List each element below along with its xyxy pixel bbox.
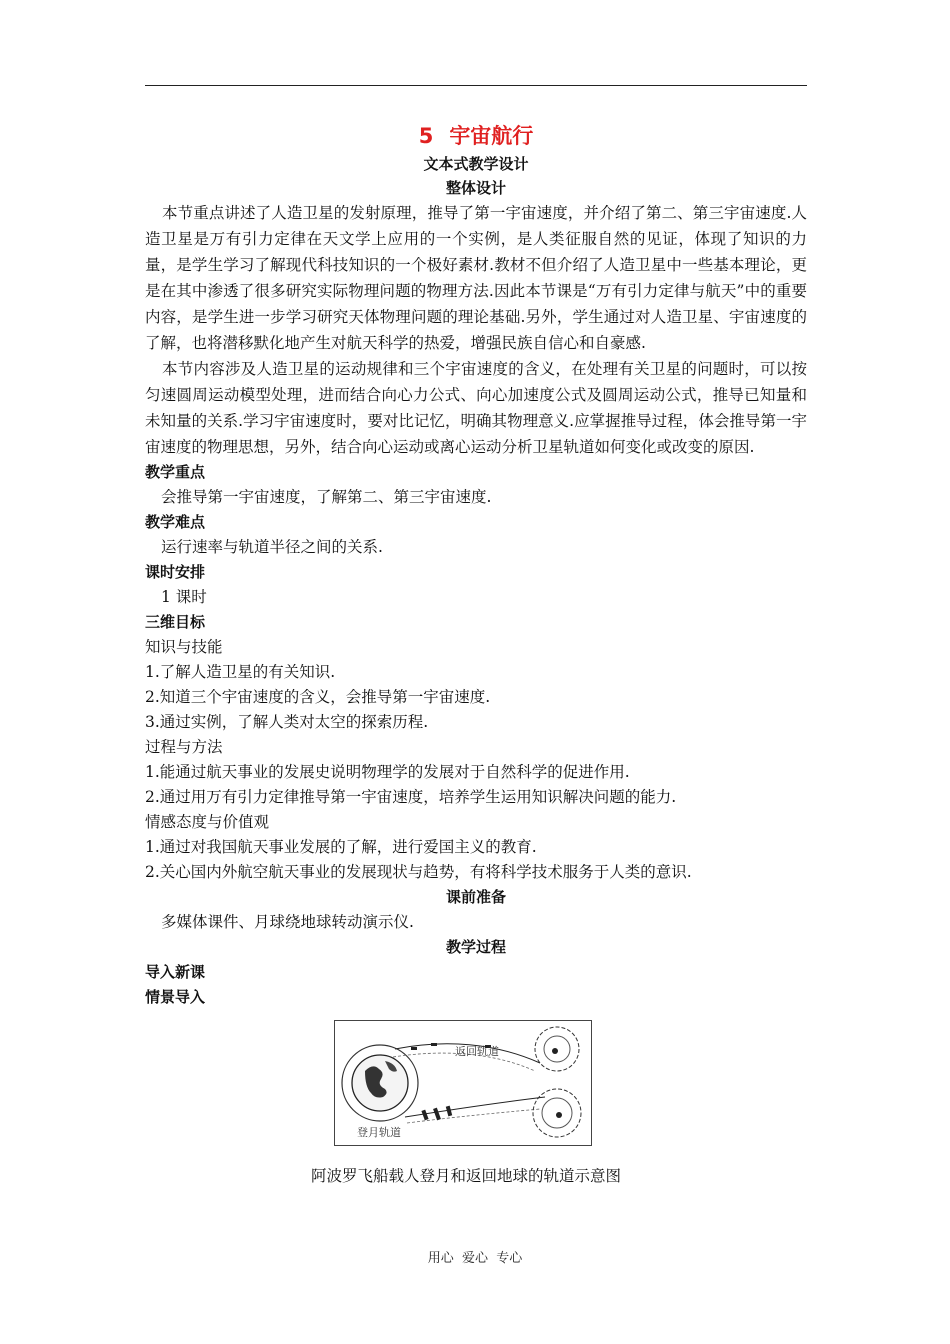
preparation-heading: 课前准备 — [445, 888, 506, 906]
goals-knowledge-item: 2.知道三个宇宙速度的含义，会推导第一宇宙速度. — [145, 688, 491, 706]
goals-emotion-item: 1.通过对我国航天事业发展的了解，进行爱国主义的教育. — [145, 838, 537, 856]
schedule-heading: 课时安排 — [145, 563, 206, 581]
difficulties-text: 运行速率与轨道半径之间的关系. — [161, 538, 383, 556]
key-points-text: 会推导第一宇宙速度，了解第二、第三宇宙速度. — [161, 488, 492, 506]
paragraph-2: 本节内容涉及人造卫星的运动规律和三个宇宙速度的含义，在处理有关卫星的问题时，可以按匀速圆周运动模型处理，进而结合向心力公式、向心加速度公式及圆周运动公式，推导已知量和未知量的关系.学习宇宙速度时，要对比记忆，明确其物理意义.应掌握推导过程，体会推导第一宇宙速度的物理思想，另外，结合向心运动或离心运动分析卫星轨道如何变化或改变的原因. — [145, 360, 807, 456]
lesson-title-text: 宇宙航行 — [449, 124, 534, 148]
paragraph-1: 本节重点讲述了人造卫星的发射原理，推导了第一宇宙速度，并介绍了第二、第三宇宙速度.人造卫星是万有引力定律在天文学上应用的一个实例，是人类征服自然的见证，体现了知识的力量，是学生学习了解现代科技知识的一个极好素材.教材不但介绍了人造卫星中一些基本理论，更是在其中渗透了很多研究实际物理问题的物理方法.因此本节课是“万有引力定律与航天”中的重要内容，是学生进一步学习研究天体物理问题的理论基础.另外，学生通过对人造卫星、宇宙速度的了解，也将潜移默化地产生对航天科学的热爱，增强民族自信心和自豪感. — [145, 204, 807, 352]
apollo-orbit-diagram — [335, 1021, 591, 1145]
goals-emotion-title: 情感态度与价值观 — [145, 813, 270, 831]
return-orbit-label: 返回轨道 — [455, 1045, 499, 1058]
goals-knowledge-item: 1.了解人造卫星的有关知识. — [145, 663, 336, 681]
goals-process-item: 1.能通过航天事业的发展史说明物理学的发展对于自然科学的促进作用. — [145, 763, 630, 781]
scene-heading: 情景导入 — [145, 988, 206, 1006]
goals-process-item: 2.通过用万有引力定律推导第一宇宙速度，培养学生运用知识解决问题的能力. — [145, 788, 677, 806]
lesson-number: 5 — [418, 124, 434, 148]
page-footer: 用心 爱心 专心 — [427, 1251, 523, 1266]
lesson-title — [145, 120, 807, 152]
subtitle: 文本式教学设计 — [423, 155, 529, 173]
key-points-heading: 教学重点 — [145, 463, 206, 481]
schedule-text: 1 课时 — [161, 588, 207, 606]
section-overall-heading: 整体设计 — [445, 179, 506, 197]
earth-icon — [352, 1055, 408, 1111]
goals-knowledge-item: 3.通过实例，了解人类对太空的探索历程. — [145, 713, 429, 731]
header-rule — [145, 85, 807, 86]
landing-orbit-label: 登月轨道 — [357, 1126, 401, 1139]
goals-heading: 三维目标 — [145, 613, 206, 631]
moon-icon-lower — [556, 1112, 562, 1118]
difficulties-heading: 教学难点 — [145, 513, 206, 531]
preparation-text: 多媒体课件、月球绕地球转动演示仪. — [161, 913, 414, 931]
moon-icon-upper — [552, 1048, 558, 1054]
goals-emotion-item: 2.关心国内外航空航天事业的发展现状与趋势，有将科学技术服务于人类的意识. — [145, 863, 692, 881]
document-page — [145, 120, 807, 1190]
goals-process-title: 过程与方法 — [145, 738, 223, 756]
process-heading: 教学过程 — [445, 938, 506, 956]
apollo-orbit-figure — [334, 1020, 592, 1146]
intro-heading: 导入新课 — [145, 963, 206, 981]
goals-knowledge-title: 知识与技能 — [145, 638, 223, 656]
figure-caption: 阿波罗飞船载人登月和返回地球的轨道示意图 — [310, 1167, 621, 1185]
